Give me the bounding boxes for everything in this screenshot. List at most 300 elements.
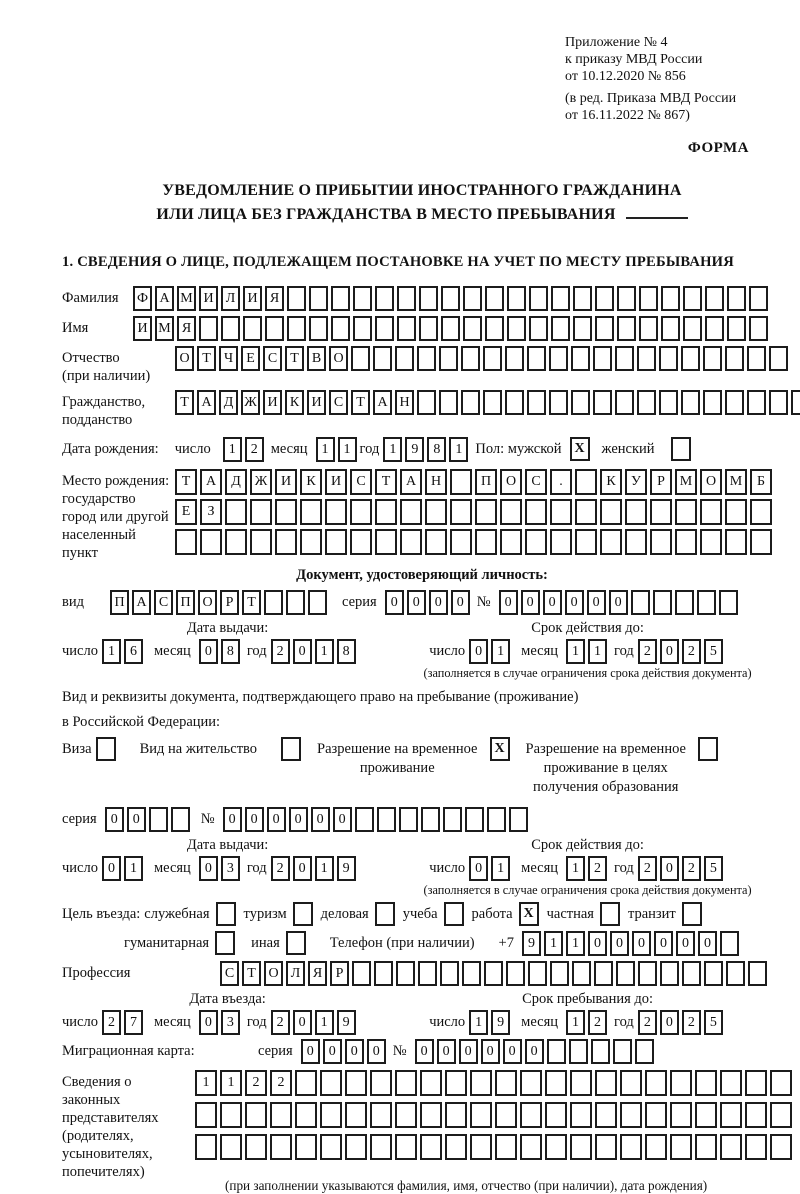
form-cell: П: [110, 590, 129, 615]
edition-line: от 16.11.2022 № 867): [565, 108, 690, 123]
birthplace-label: Место рождения: государство город или другой населенный пункт: [62, 473, 170, 561]
form-cell: 0: [301, 1039, 320, 1064]
form-cell: 0: [323, 1039, 342, 1064]
migration-card-row: [62, 1039, 782, 1064]
form-cell: [425, 499, 447, 525]
birth-month-cells: [316, 437, 360, 462]
purpose-humanitarian-checkbox: [215, 931, 235, 955]
form-cell: [149, 807, 168, 832]
form-cell: [250, 499, 272, 525]
form-cell: [505, 390, 524, 415]
form-cell: [573, 316, 592, 341]
forma-label: ФОРМА: [687, 140, 749, 156]
form-cell: [749, 286, 768, 311]
form-cell: [463, 316, 482, 341]
patronymic-label: Отчество (при наличии): [62, 350, 151, 384]
form-cell: Ж: [241, 390, 260, 415]
form-cell: 0: [459, 1039, 478, 1064]
form-cell: 0: [503, 1039, 522, 1064]
form-cell: 0: [660, 1010, 679, 1035]
form-cell: [631, 590, 650, 615]
form-cell: [220, 1134, 242, 1160]
identity-doc-row: [62, 590, 782, 615]
form-cell: 2: [271, 1010, 290, 1035]
form-cell: 0: [676, 931, 695, 956]
representatives-row2: [195, 1102, 795, 1128]
form-cell: Б: [750, 469, 772, 495]
form-cell: Я: [177, 316, 196, 341]
form-cell: [370, 1134, 392, 1160]
form-cell: Д: [219, 390, 238, 415]
purpose-work-checkbox: X: [519, 902, 539, 926]
name-label: Имя: [62, 320, 89, 336]
form-cell: [650, 499, 672, 525]
form-cell: [250, 529, 272, 555]
purpose-option-label: работа: [471, 906, 513, 922]
form-cell: [617, 286, 636, 311]
form-cell: [295, 1134, 317, 1160]
stay-day-cells: [469, 1010, 513, 1035]
form-cell: [500, 529, 522, 555]
form-cell: [670, 1070, 692, 1096]
form-cell: 0: [102, 856, 121, 881]
form-cell: С: [154, 590, 173, 615]
form-cell: Р: [650, 469, 672, 495]
form-cell: [243, 316, 262, 341]
form-cell: 3: [221, 856, 240, 881]
form-cell: [483, 390, 502, 415]
temp-residence-label: Разрешение на временное проживание: [317, 741, 478, 776]
form-cell: [195, 1102, 217, 1128]
form-cell: [425, 529, 447, 555]
form-cell: [550, 529, 572, 555]
form-cell: [470, 1070, 492, 1096]
form-cell: 1: [491, 856, 510, 881]
issue-month-cells: [199, 639, 243, 664]
form-cell: [195, 1134, 217, 1160]
form-cell: 2: [271, 856, 290, 881]
day-label: число: [62, 643, 98, 659]
edition-line: (в ред. Приказа МВД России: [565, 91, 737, 106]
form-cell: О: [700, 469, 722, 495]
form-cell: [575, 499, 597, 525]
form-cell: [286, 590, 305, 615]
form-cell: [625, 529, 647, 555]
residence-series-row: [62, 807, 782, 832]
form-cell: [703, 346, 722, 371]
form-cell: [570, 1134, 592, 1160]
form-cell: Р: [330, 961, 349, 986]
form-cell: [345, 1134, 367, 1160]
form-cell: 1: [124, 856, 143, 881]
representatives-block: [62, 1070, 782, 1194]
form-cell: [395, 346, 414, 371]
form-cell: [617, 316, 636, 341]
form-cell: [295, 1070, 317, 1096]
form-cell: [439, 346, 458, 371]
form-cell: 0: [367, 1039, 386, 1064]
phone-label: Телефон (при наличии): [329, 935, 475, 951]
valid-year-cells: [638, 639, 726, 664]
name-row: [62, 316, 782, 341]
form-cell: [309, 286, 328, 311]
issue-day-cells: [102, 856, 146, 881]
form-cell: [375, 316, 394, 341]
form-cell: [653, 590, 672, 615]
form-cell: [331, 316, 350, 341]
patronymic-cells: [175, 346, 791, 371]
purpose-option-label: учеба: [402, 906, 438, 922]
form-cell: [400, 529, 422, 555]
form-cell: [573, 286, 592, 311]
stay-month-cells: [566, 1010, 610, 1035]
form-cell: 0: [588, 931, 607, 956]
form-cell: 2: [638, 639, 657, 664]
form-cell: [645, 1070, 667, 1096]
form-cell: [528, 961, 547, 986]
form-cell: [470, 1134, 492, 1160]
form-cell: 1: [566, 639, 585, 664]
form-cell: Я: [308, 961, 327, 986]
valid-month-cells: [566, 856, 610, 881]
form-cell: [725, 390, 744, 415]
purpose-option-label: деловая: [320, 906, 369, 922]
form-cell: 2: [682, 1010, 701, 1035]
appendix-block: [565, 34, 782, 124]
form-cell: К: [300, 469, 322, 495]
form-cell: [670, 1102, 692, 1128]
form-cell: [704, 961, 723, 986]
form-cell: [725, 499, 747, 525]
birthplace-row2: [175, 499, 775, 525]
form-cell: Ж: [250, 469, 272, 495]
representatives-cells: [195, 1070, 795, 1194]
form-cell: [419, 316, 438, 341]
valid-day-cells: [469, 856, 513, 881]
form-cell: 0: [660, 639, 679, 664]
form-cell: [639, 316, 658, 341]
form-cell: 2: [102, 1010, 121, 1035]
form-cell: 0: [525, 1039, 544, 1064]
form-cell: Т: [285, 346, 304, 371]
form-cell: [441, 316, 460, 341]
form-cell: [200, 529, 222, 555]
birthplace-row3: [175, 529, 775, 555]
form-cell: 1: [566, 1010, 585, 1035]
form-cell: Л: [221, 286, 240, 311]
year-label: год: [359, 441, 380, 457]
form-cell: А: [400, 469, 422, 495]
form-cell: М: [725, 469, 747, 495]
form-cell: [682, 961, 701, 986]
form-cell: [719, 590, 738, 615]
form-cell: [396, 961, 415, 986]
form-cell: [745, 1102, 767, 1128]
form-cell: [595, 1102, 617, 1128]
form-cell: 2: [245, 1070, 267, 1096]
form-cell: [639, 286, 658, 311]
form-cell: [450, 529, 472, 555]
form-cell: [727, 316, 746, 341]
form-cell: [485, 316, 504, 341]
form-cell: [287, 286, 306, 311]
form-cell: 7: [124, 1010, 143, 1035]
form-cell: [245, 1134, 267, 1160]
form-cell: [570, 1070, 592, 1096]
form-cell: [395, 1102, 417, 1128]
form-cell: 8: [427, 437, 446, 462]
form-cell: [745, 1070, 767, 1096]
form-cell: [595, 1134, 617, 1160]
form-cell: И: [275, 469, 297, 495]
entry-day-cells: [102, 1010, 146, 1035]
form-cell: [309, 316, 328, 341]
valid-until-title: Срок действия до:: [531, 620, 644, 636]
form-cell: [373, 346, 392, 371]
form-cell: С: [263, 346, 282, 371]
temp-residence-education-label: Разрешение на временное проживание в целях получения образования: [525, 741, 686, 795]
form-cell: [175, 529, 197, 555]
migration-card-label: Миграционная карта:: [62, 1043, 195, 1059]
form-cell: 2: [588, 1010, 607, 1035]
form-cell: [525, 529, 547, 555]
citizenship-cells: [175, 390, 800, 415]
form-cell: [703, 390, 722, 415]
valid-month-cells: [566, 639, 610, 664]
form-cell: [545, 1102, 567, 1128]
residence-series-cells: [105, 807, 193, 832]
appendix-line: к приказу МВД России: [565, 52, 703, 67]
form-cell: [445, 1102, 467, 1128]
form-cell: [400, 499, 422, 525]
form-cell: [769, 346, 788, 371]
residence-doc-line2: в Российской Федерации:: [62, 714, 221, 730]
form-cell: 6: [124, 639, 143, 664]
form-cell: Т: [242, 590, 261, 615]
form-cell: О: [329, 346, 348, 371]
form-cell: [399, 807, 418, 832]
issue-month-cells: [199, 856, 243, 881]
form-cell: 2: [245, 437, 264, 462]
form-cell: [620, 1070, 642, 1096]
form-cell: 5: [704, 1010, 723, 1035]
birthdate-label: Дата рождения:: [62, 441, 159, 457]
form-cell: [417, 346, 436, 371]
representatives-label: Сведения о законных представителях (родителях, усыновителях, попечителях): [62, 1074, 159, 1180]
form-cell: [397, 316, 416, 341]
form-cell: [509, 807, 528, 832]
section1-heading: 1. СВЕДЕНИЯ О ЛИЦЕ, ПОДЛЕЖАЩЕМ ПОСТАНОВКЕ НА УЧЕТ ПО МЕСТУ ПРЕБЫВАНИЯ: [62, 254, 734, 270]
form-cell: 1: [102, 639, 121, 664]
form-cell: 1: [315, 856, 334, 881]
birthplace-row1: [175, 469, 775, 495]
form-cell: 0: [543, 590, 562, 615]
day-label: число: [174, 441, 211, 457]
form-cell: [527, 346, 546, 371]
form-cell: [300, 529, 322, 555]
form-cell: [325, 499, 347, 525]
form-cell: [395, 1070, 417, 1096]
form-cell: 8: [221, 639, 240, 664]
form-cell: [551, 286, 570, 311]
day-label: число: [62, 1014, 98, 1030]
form-cell: 0: [499, 590, 518, 615]
form-cell: 0: [415, 1039, 434, 1064]
form-cell: [441, 286, 460, 311]
patronymic-row: [62, 346, 782, 385]
form-cell: 0: [293, 639, 312, 664]
form-cell: 0: [654, 931, 673, 956]
issue-date-title: Дата выдачи:: [186, 837, 269, 853]
form-cell: [295, 1102, 317, 1128]
birth-year-cells: [383, 437, 471, 462]
form-cell: [420, 1070, 442, 1096]
form-cell: [420, 1102, 442, 1128]
residence-doc-line1: Вид и реквизиты документа, подтверждающего право на пребывание (проживание): [62, 689, 579, 705]
form-cell: 5: [704, 856, 723, 881]
form-cell: [245, 1102, 267, 1128]
day-label: число: [429, 1014, 466, 1030]
form-cell: О: [175, 346, 194, 371]
form-cell: И: [263, 390, 282, 415]
form-cell: [483, 346, 502, 371]
form-cell: [440, 961, 459, 986]
form-cell: [616, 961, 635, 986]
form-cell: [661, 316, 680, 341]
form-cell: 0: [311, 807, 330, 832]
year-label: год: [246, 1014, 267, 1030]
year-label: год: [246, 643, 267, 659]
valid-day-cells: [469, 639, 513, 664]
form-cell: [199, 316, 218, 341]
form-cell: [675, 529, 697, 555]
form-cell: 0: [199, 856, 218, 881]
issue-date-title: Дата выдачи:: [186, 620, 269, 636]
form-cell: 0: [245, 807, 264, 832]
name-cells: [133, 316, 771, 341]
form-cell: [220, 1102, 242, 1128]
purpose-business-checkbox: [375, 902, 395, 926]
form-cell: [681, 346, 700, 371]
form-cell: 0: [521, 590, 540, 615]
form-title: [62, 179, 782, 227]
form-cell: [700, 529, 722, 555]
doc-series-label: серия: [342, 594, 377, 610]
form-cell: 1: [383, 437, 402, 462]
form-cell: [520, 1070, 542, 1096]
month-label: месяц: [270, 441, 308, 457]
form-cell: 0: [293, 1010, 312, 1035]
form-cell: И: [325, 469, 347, 495]
temp-residence-checkbox: X: [490, 737, 510, 761]
form-cell: [661, 286, 680, 311]
form-cell: [370, 1070, 392, 1096]
restriction-note: (заполняется в случае ограничения срока действия документа): [423, 883, 752, 897]
form-cell: [695, 1070, 717, 1096]
year-label: год: [614, 1014, 634, 1030]
form-cell: 0: [429, 590, 448, 615]
form-cell: [572, 961, 591, 986]
entry-month-cells: [199, 1010, 243, 1035]
form-cell: [461, 390, 480, 415]
form-cell: 0: [609, 590, 628, 615]
form-cell: [475, 529, 497, 555]
form-cell: 8: [337, 639, 356, 664]
purpose-tourism-checkbox: [293, 902, 313, 926]
form-cell: [725, 529, 747, 555]
form-cell: Т: [197, 346, 216, 371]
form-cell: [506, 961, 525, 986]
birthplace-block: [62, 469, 782, 562]
citizenship-label: Гражданство, подданство: [62, 394, 146, 428]
year-label: год: [614, 643, 634, 659]
issue-day-cells: [102, 639, 146, 664]
form-cell: [675, 499, 697, 525]
form-cell: [461, 346, 480, 371]
form-cell: 0: [407, 590, 426, 615]
form-cell: Т: [175, 390, 194, 415]
form-cell: [420, 1134, 442, 1160]
valid-until-title: Срок действия до:: [531, 837, 644, 853]
form-cell: .: [550, 469, 572, 495]
form-cell: 0: [469, 639, 488, 664]
purpose-option-label: иная: [251, 935, 280, 951]
form-cell: 0: [199, 1010, 218, 1035]
form-cell: [485, 286, 504, 311]
surname-cells: [133, 286, 771, 311]
form-cell: 1: [315, 1010, 334, 1035]
form-cell: [462, 961, 481, 986]
form-cell: 0: [293, 856, 312, 881]
surname-row: [62, 286, 782, 311]
form-cell: [695, 1134, 717, 1160]
form-cell: [791, 390, 800, 415]
form-cell: М: [177, 286, 196, 311]
purpose-option-label: транзит: [627, 906, 676, 922]
form-cell: 1: [566, 931, 585, 956]
form-cell: [450, 469, 472, 495]
form-cell: [770, 1134, 792, 1160]
profession-cells: [220, 961, 770, 986]
form-cell: 2: [638, 1010, 657, 1035]
form-cell: [600, 529, 622, 555]
form-cell: [747, 346, 766, 371]
form-cell: [635, 1039, 654, 1064]
form-cell: 2: [682, 856, 701, 881]
form-cell: [345, 1102, 367, 1128]
form-cell: [748, 961, 767, 986]
form-cell: 9: [337, 856, 356, 881]
form-cell: [377, 807, 396, 832]
issue-year-cells: [271, 856, 359, 881]
birth-day-cells: [223, 437, 267, 462]
purpose-row: [62, 902, 782, 926]
number-sign: №: [200, 811, 215, 827]
form-cell: [351, 346, 370, 371]
form-cell: [620, 1102, 642, 1128]
form-cell: [374, 961, 393, 986]
form-cell: [445, 1070, 467, 1096]
form-cell: [697, 590, 716, 615]
form-cell: [463, 286, 482, 311]
form-cell: 0: [451, 590, 470, 615]
form-cell: [171, 807, 190, 832]
form-cell: 0: [127, 807, 146, 832]
form-cell: [720, 931, 739, 956]
form-cell: Ч: [219, 346, 238, 371]
form-cell: С: [525, 469, 547, 495]
doc-type-cells: [110, 590, 330, 615]
